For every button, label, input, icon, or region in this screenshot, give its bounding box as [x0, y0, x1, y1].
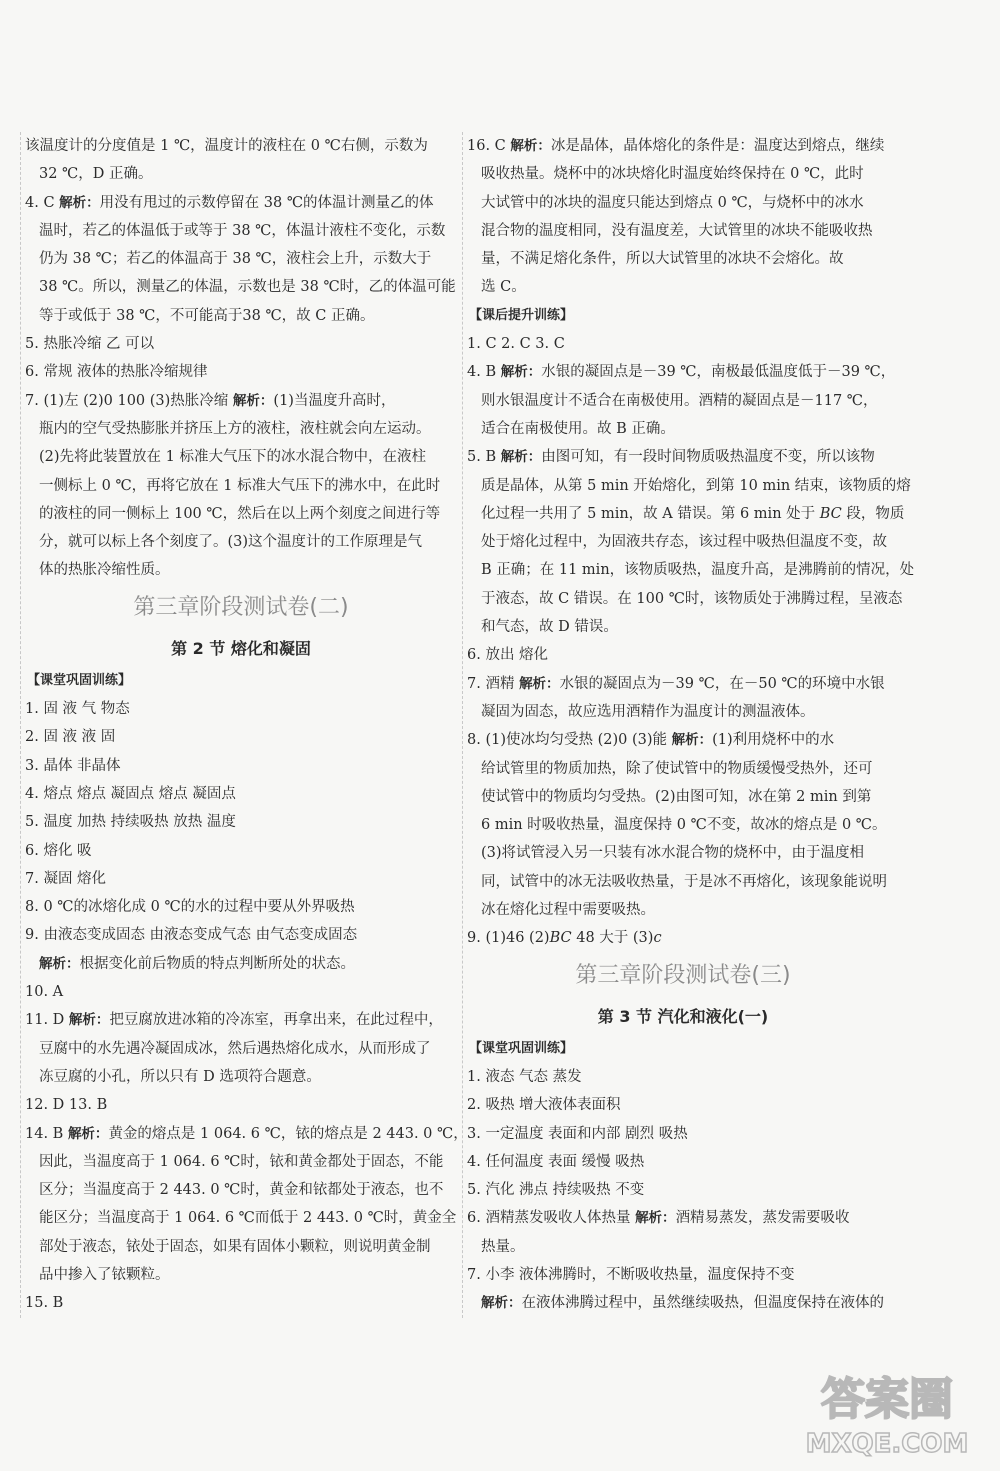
explanation: 解析：根据变化前后物质的特点判断所处的状态。 [39, 955, 355, 972]
answer-line: 8. 0 ℃的冰熔化成 0 ℃的水的过程中要从外界吸热 [25, 899, 355, 916]
text-line: 温时，若乙的体温低于或等于 38 ℃，体温计液柱不变化，示数 [39, 222, 446, 239]
section-title: 第 3 节 汽化和液化(一) [597, 1006, 769, 1026]
text-line: 该温度计的分度值是 1 ℃，温度计的液柱在 0 ℃右侧，示数为 [25, 138, 428, 154]
answer-line: 1. 液态 气态 蒸发 [467, 1068, 582, 1085]
text-line: 仍为 38 ℃；若乙的体温高于 38 ℃，液柱会上升，示数大于 [39, 251, 432, 268]
text-line: 吸收热量。烧杯中的冰块熔化时温度始终保持在 0 ℃，此时 [481, 166, 864, 183]
section-label: 【课后提升训练】 [469, 307, 574, 323]
answer-6: 6. 酒精蒸发吸收人体热量 解析：酒精易蒸发，蒸发需要吸收 [467, 1210, 850, 1227]
text-line: 使试管中的物质均匀受热。(2)由图可知，冰在第 2 min 到第 [481, 788, 872, 805]
answer-line: 10. A [25, 984, 64, 1001]
text-line: 的液柱的同一侧标上 100 ℃，然后在以上两个刻度之间进行等 [39, 505, 441, 522]
text-line: 豆腐中的水先遇冷凝固成冰，然后遇热熔化成水，从而形成了 [39, 1040, 431, 1057]
watermark-logo [792, 1356, 982, 1461]
text-line: 大试管中的冰块的温度只能达到熔点 0 ℃，与烧杯中的冰水 [481, 194, 864, 211]
answer-line: 2. 吸热 增大液体表面积 [467, 1097, 621, 1114]
section-label: 【课堂巩固训练】 [469, 1040, 574, 1056]
text-line: (3)将试管浸入另一只装有冰水混合物的烧杯中，由于温度相 [481, 845, 865, 862]
text-line: 等于或低于 38 ℃，不可能高于38 ℃，故 C 正确。 [39, 307, 375, 324]
answer-line: 6. 放出 熔化 [467, 647, 549, 664]
answer-14: 14. B 解析：黄金的熔点是 1 064. 6 ℃，铱的熔点是 2 443. 0 ℃， [25, 1125, 468, 1142]
section-label: 【课堂巩固训练】 [27, 672, 132, 688]
answer-8: 8. (1)使冰均匀受热 (2)0 (3)能 解析：(1)利用烧杯中的水 [467, 732, 835, 749]
explanation: 解析：在液体沸腾过程中，虽然继续吸热，但温度保持在液体的 [481, 1295, 884, 1312]
answer-7: 7. 酒精 解析：水银的凝固点为－39 ℃，在－50 ℃的环境中水银 [467, 675, 885, 692]
text-line: 和气态，故 D 错误。 [481, 619, 618, 636]
test-title: 第三章阶段测试卷(二) [133, 594, 349, 620]
text-line: 化过程一共用了 5 min，故 A 错误。第 6 min 处于 BC 段，物质 [481, 505, 905, 522]
answer-11: 11. D 解析：把豆腐放进冰箱的冷冻室，再拿出来，在此过程中， [25, 1012, 443, 1029]
answer-line: 2. 固 液 液 固 [25, 729, 116, 746]
text-line: 部处于液态，铱处于固态，如果有固体小颗粒，则说明黄金制 [39, 1238, 431, 1255]
test-title: 第三章阶段测试卷(三) [575, 962, 791, 988]
answer-16: 16. C 解析：冰是晶体，晶体熔化的条件是：温度达到熔点，继续 [467, 138, 885, 154]
text-line: B 正确；在 11 min，该物质吸热，温度升高，是沸腾前的情况，处 [481, 562, 915, 579]
answer-4: 4. B 解析：水银的凝固点是－39 ℃，南极最低温度低于－39 ℃， [467, 364, 896, 381]
text-line: 38 ℃。所以，测量乙的体温，示数也是 38 ℃时，乙的体温可能 [39, 279, 456, 296]
text-line: (2)先将此装置放在 1 标准大气压下的冰水混合物中，在液柱 [39, 449, 426, 466]
text-line: 凝固为固态，故应选用酒精作为温度计的测温液体。 [481, 703, 815, 720]
answer-line: 1. 固 液 气 物态 [25, 701, 130, 718]
text-line: 给试管里的物质加热，除了使试管中的物质缓慢受热外，还可 [481, 760, 873, 777]
answer-line: 9. 由液态变成固态 由液态变成气态 由气态变成固态 [25, 927, 358, 944]
text-line: 6 min 时吸收热量，温度保持 0 ℃不变，故冰的熔点是 0 ℃。 [481, 817, 887, 834]
answer-line: 4. 任何温度 表面 缓慢 吸热 [467, 1153, 645, 1170]
answer-5: 5. B 解析：由图可知，有一段时间物质吸热温度不变，所以该物 [467, 449, 875, 466]
answer-4: 4. C 解析：用没有甩过的示数停留在 38 ℃的体温计测量乙的体 [25, 194, 434, 211]
text-line: 瓶内的空气受热膨胀并挤压上方的液柱，液柱就会向左运动。 [39, 420, 431, 437]
answer-line: 1. C 2. C 3. C [467, 336, 565, 353]
right-column [462, 132, 915, 1318]
text-line: 品中掺入了铱颗粒。 [39, 1266, 170, 1283]
answer-line: 5. 汽化 沸点 持续吸热 不变 [467, 1182, 645, 1199]
text-line: 冰在熔化过程中需要吸热。 [481, 902, 655, 919]
text-line: 32 ℃，D 正确。 [39, 166, 153, 183]
answer-line: 5. 温度 加热 持续吸热 放热 温度 [25, 814, 236, 831]
text-line: 处于熔化过程中，为固液共存态，该过程中吸热但温度不变，故 [481, 534, 887, 551]
text-line: 适合在南极使用。故 B 正确。 [481, 420, 675, 437]
text-line: 能区分；当温度高于 1 064. 6 ℃而低于 2 443. 0 ℃时，黄金全 [39, 1210, 457, 1227]
left-column [20, 132, 468, 1318]
watermark-top: 答案圈 [821, 1374, 953, 1425]
text-line: 因此，当温度高于 1 064. 6 ℃时，铱和黄金都处于固态，不能 [39, 1153, 444, 1170]
text-line: 质是晶体，从第 5 min 开始熔化，到第 10 min 结束，该物质的熔 [481, 477, 911, 494]
answer-9: 9. (1)46 (2)BC 48 大于 (3)c [467, 930, 662, 947]
text-line: 一侧标上 0 ℃，再将它放在 1 标准大气压下的沸水中，在此时 [39, 477, 441, 494]
answer-line: 7. 凝固 熔化 [25, 870, 107, 887]
watermark-bottom: MXQE.COM [805, 1429, 969, 1459]
answer-6: 6. 常规 液体的热胀冷缩规律 [25, 364, 208, 381]
text-line: 量，不满足熔化条件，所以大试管里的冰块不会熔化。故 [481, 251, 844, 268]
text-line: 同，试管中的冰无法吸收热量，于是冰不再熔化，该现象能说明 [481, 873, 887, 890]
answer-line: 15. B [25, 1295, 64, 1312]
text-line: 体的热胀冷缩性质。 [39, 562, 170, 579]
answer-7: 7. (1)左 (2)0 100 (3)热胀冷缩 解析：(1)当温度升高时， [25, 392, 396, 409]
answer-5: 5. 热胀冷缩 乙 可以 [25, 336, 155, 353]
answer-line: 6. 熔化 吸 [25, 842, 92, 859]
answer-line: 4. 熔点 熔点 凝固点 熔点 凝固点 [25, 785, 236, 802]
section-title: 第 2 节 熔化和凝固 [171, 638, 311, 658]
text-line: 于液态，故 C 错误。在 100 ℃时，该物质处于沸腾过程，呈液态 [481, 590, 903, 607]
answer-line: 3. 晶体 非晶体 [25, 757, 121, 774]
text-line: 冻豆腐的小孔，所以只有 D 选项符合题意。 [39, 1068, 321, 1085]
answer-line: 3. 一定温度 表面和内部 剧烈 吸热 [467, 1125, 688, 1142]
text-line: 热量。 [481, 1238, 525, 1255]
answer-line: 12. D 13. B [25, 1097, 108, 1114]
answer-line: 7. 小李 液体沸腾时，不断吸收热量，温度保持不变 [467, 1266, 795, 1283]
text-line: 混合物的温度相同，没有温度差，大试管里的冰块不能吸收热 [481, 222, 873, 239]
text-line: 区分；当温度高于 2 443. 0 ℃时，黄金和铱都处于液态，也不 [39, 1182, 444, 1199]
text-line: 则水银温度计不适合在南极使用。酒精的凝固点是－117 ℃， [481, 392, 878, 409]
text-line: 分，就可以标上各个刻度了。(3)这个温度计的工作原理是气 [39, 534, 423, 551]
text-line: 选 C。 [481, 279, 526, 296]
